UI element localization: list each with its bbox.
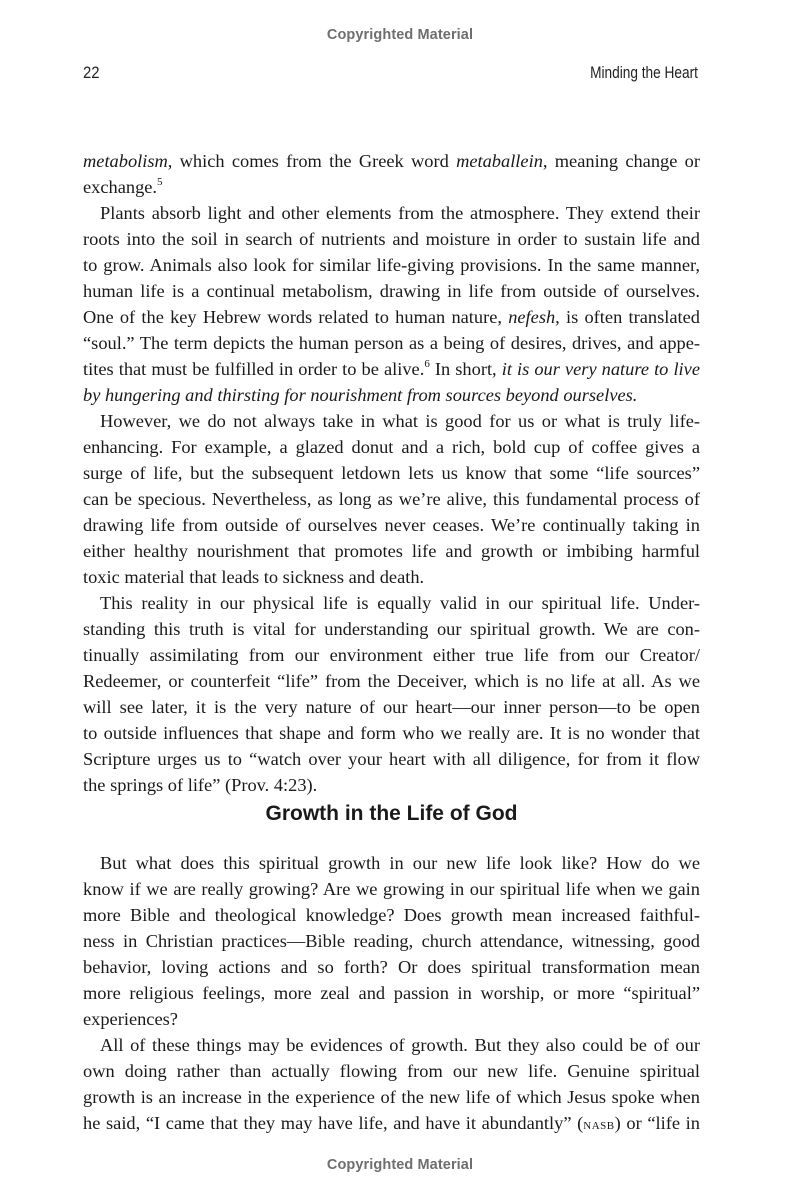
text-span: human life is a continual metabolism, drawing in life from outside of ourselves. [83,281,700,301]
text-span: drawing life from outside of ourselves never ceases. We’re continually taking in [83,515,700,535]
text-span: he said, “I came that they may have life, and have it abundantly” ( [83,1113,584,1133]
text-span: , meaning change or [542,151,700,171]
text-span: One of the key Hebrew words related to human nature, [83,307,509,327]
text-line [83,746,700,772]
text-line [83,486,700,512]
text-span: However, we do not always take in what is good for us or what is truly life- [100,411,700,431]
text-line [83,1032,700,1058]
section-heading: Growth in the Life of God [265,802,518,825]
text-span: enhancing. For example, a glazed donut and a rich, bold cup of coffee gives a [83,437,700,457]
text-line [83,330,700,356]
text-line [83,356,700,382]
smallcaps-text: nasb [583,1117,615,1133]
italic-text: by hungering and thirsting for nourishment from sources beyond ourselves. [83,385,638,405]
text-span: toxic material that leads to sickness and death. [83,567,425,587]
text-line [83,226,700,252]
text-span: surge of life, but the subsequent letdown lets us know that some “life sources” [83,463,700,483]
text-line [83,538,700,564]
text-span: know if we are really growing? Are we growing in our spiritual life when we gain [83,879,700,899]
text-span: This reality in our physical life is equally valid in our spiritual life. Under- [100,593,700,613]
chapter-title: Minding the Heart [589,64,698,82]
text-line [83,174,700,200]
page-number: 22 [83,64,100,82]
text-span: more Bible and theological knowledge? Does growth mean increased faithful- [83,905,700,925]
text-line [83,382,700,408]
text-span: tites that must be fulfilled in order to be alive. [83,359,425,379]
text-line [83,512,700,538]
italic-text: metaballein [456,151,543,171]
text-span: Plants absorb light and other elements from the atmosphere. They extend their [100,203,700,223]
text-span: tinually assimilating from our environment either true life from our Creator/ [83,645,700,665]
text-line [83,980,700,1006]
text-line [83,954,700,980]
text-line [83,434,700,460]
copyright-watermark-top: Copyrighted Material [326,27,474,43]
footnote-marker: 5 [157,175,163,188]
text-line [83,278,700,304]
italic-text: metabolism [83,151,168,171]
text-line [83,902,700,928]
text-span: standing this truth is vital for understanding our spiritual growth. We are con- [83,619,700,639]
text-span: exchange. [83,177,158,197]
text-line [83,1006,700,1032]
text-line [83,1110,700,1136]
text-span: will see later, it is the very nature of our heart—our inner person—to be open [83,697,700,717]
text-line [83,694,700,720]
text-span: growth is an increase in the experience of the new life of which Jesus spoke when [83,1087,700,1107]
text-line [83,408,700,434]
text-span: more religious feelings, more zeal and passion in worship, or more “spiritual” [83,983,700,1003]
text-line [83,590,700,616]
text-line [83,1084,700,1110]
text-span: the springs of life” (Prov. 4:23). [83,775,318,795]
italic-text: it is our very nature to live [501,359,700,379]
text-line [83,772,700,798]
footnote-marker: 6 [424,357,430,370]
text-line [83,1058,700,1084]
italic-text: nefesh, [508,307,560,327]
text-span: “soul.” The term depicts the human person as a being of desires, drives, and appe- [83,333,700,353]
text-line [83,668,700,694]
text-line [83,642,700,668]
text-span: In short, [429,359,502,379]
text-span: roots into the soil in search of nutrients and moisture in order to sustain life and [83,229,700,249]
text-line [83,460,700,486]
text-line [83,876,700,902]
text-span: , which comes from the Greek word [167,151,457,171]
text-line [83,720,700,746]
text-span: either healthy nourishment that promotes life and growth or imbibing harmful [83,541,700,561]
text-span: own doing rather than actually flowing from our new life. Genuine spiritual [83,1061,700,1081]
text-span: to grow. Animals also look for similar life-giving provisions. In the same manner, [83,255,700,275]
text-line [83,850,700,876]
running-head [83,64,698,88]
text-line [83,928,700,954]
text-span: can be specious. Nevertheless, as long as we’re alive, this fundamental process of [83,489,700,509]
text-span: experiences? [83,1009,178,1029]
text-span: Redeemer, or counterfeit “life” from the Deceiver, which is no life at all. As we [83,671,700,691]
text-line [83,564,700,590]
text-line [83,304,700,330]
text-line [83,148,700,174]
text-span: ness in Christian practices—Bible reading, church attendance, witnessing, good [83,931,700,951]
text-span: All of these things may be evidences of growth. But they also could be of our [100,1035,700,1055]
text-span: But what does this spiritual growth in our new life look like? How do we [100,853,700,873]
text-span: ) or “life in [614,1113,700,1133]
text-span: to outside influences that shape and form who we really are. It is no wonder that [83,723,700,743]
text-span: is often translated [559,307,700,327]
text-span: behavior, loving actions and so forth? Or does spiritual transformation mean [83,957,700,977]
text-span: Scripture urges us to “watch over your heart with all diligence, for from it flow [83,749,700,769]
copyright-watermark-bottom: Copyrighted Material [326,1157,474,1173]
text-line [83,200,700,226]
text-line [83,616,700,642]
text-line [83,252,700,278]
